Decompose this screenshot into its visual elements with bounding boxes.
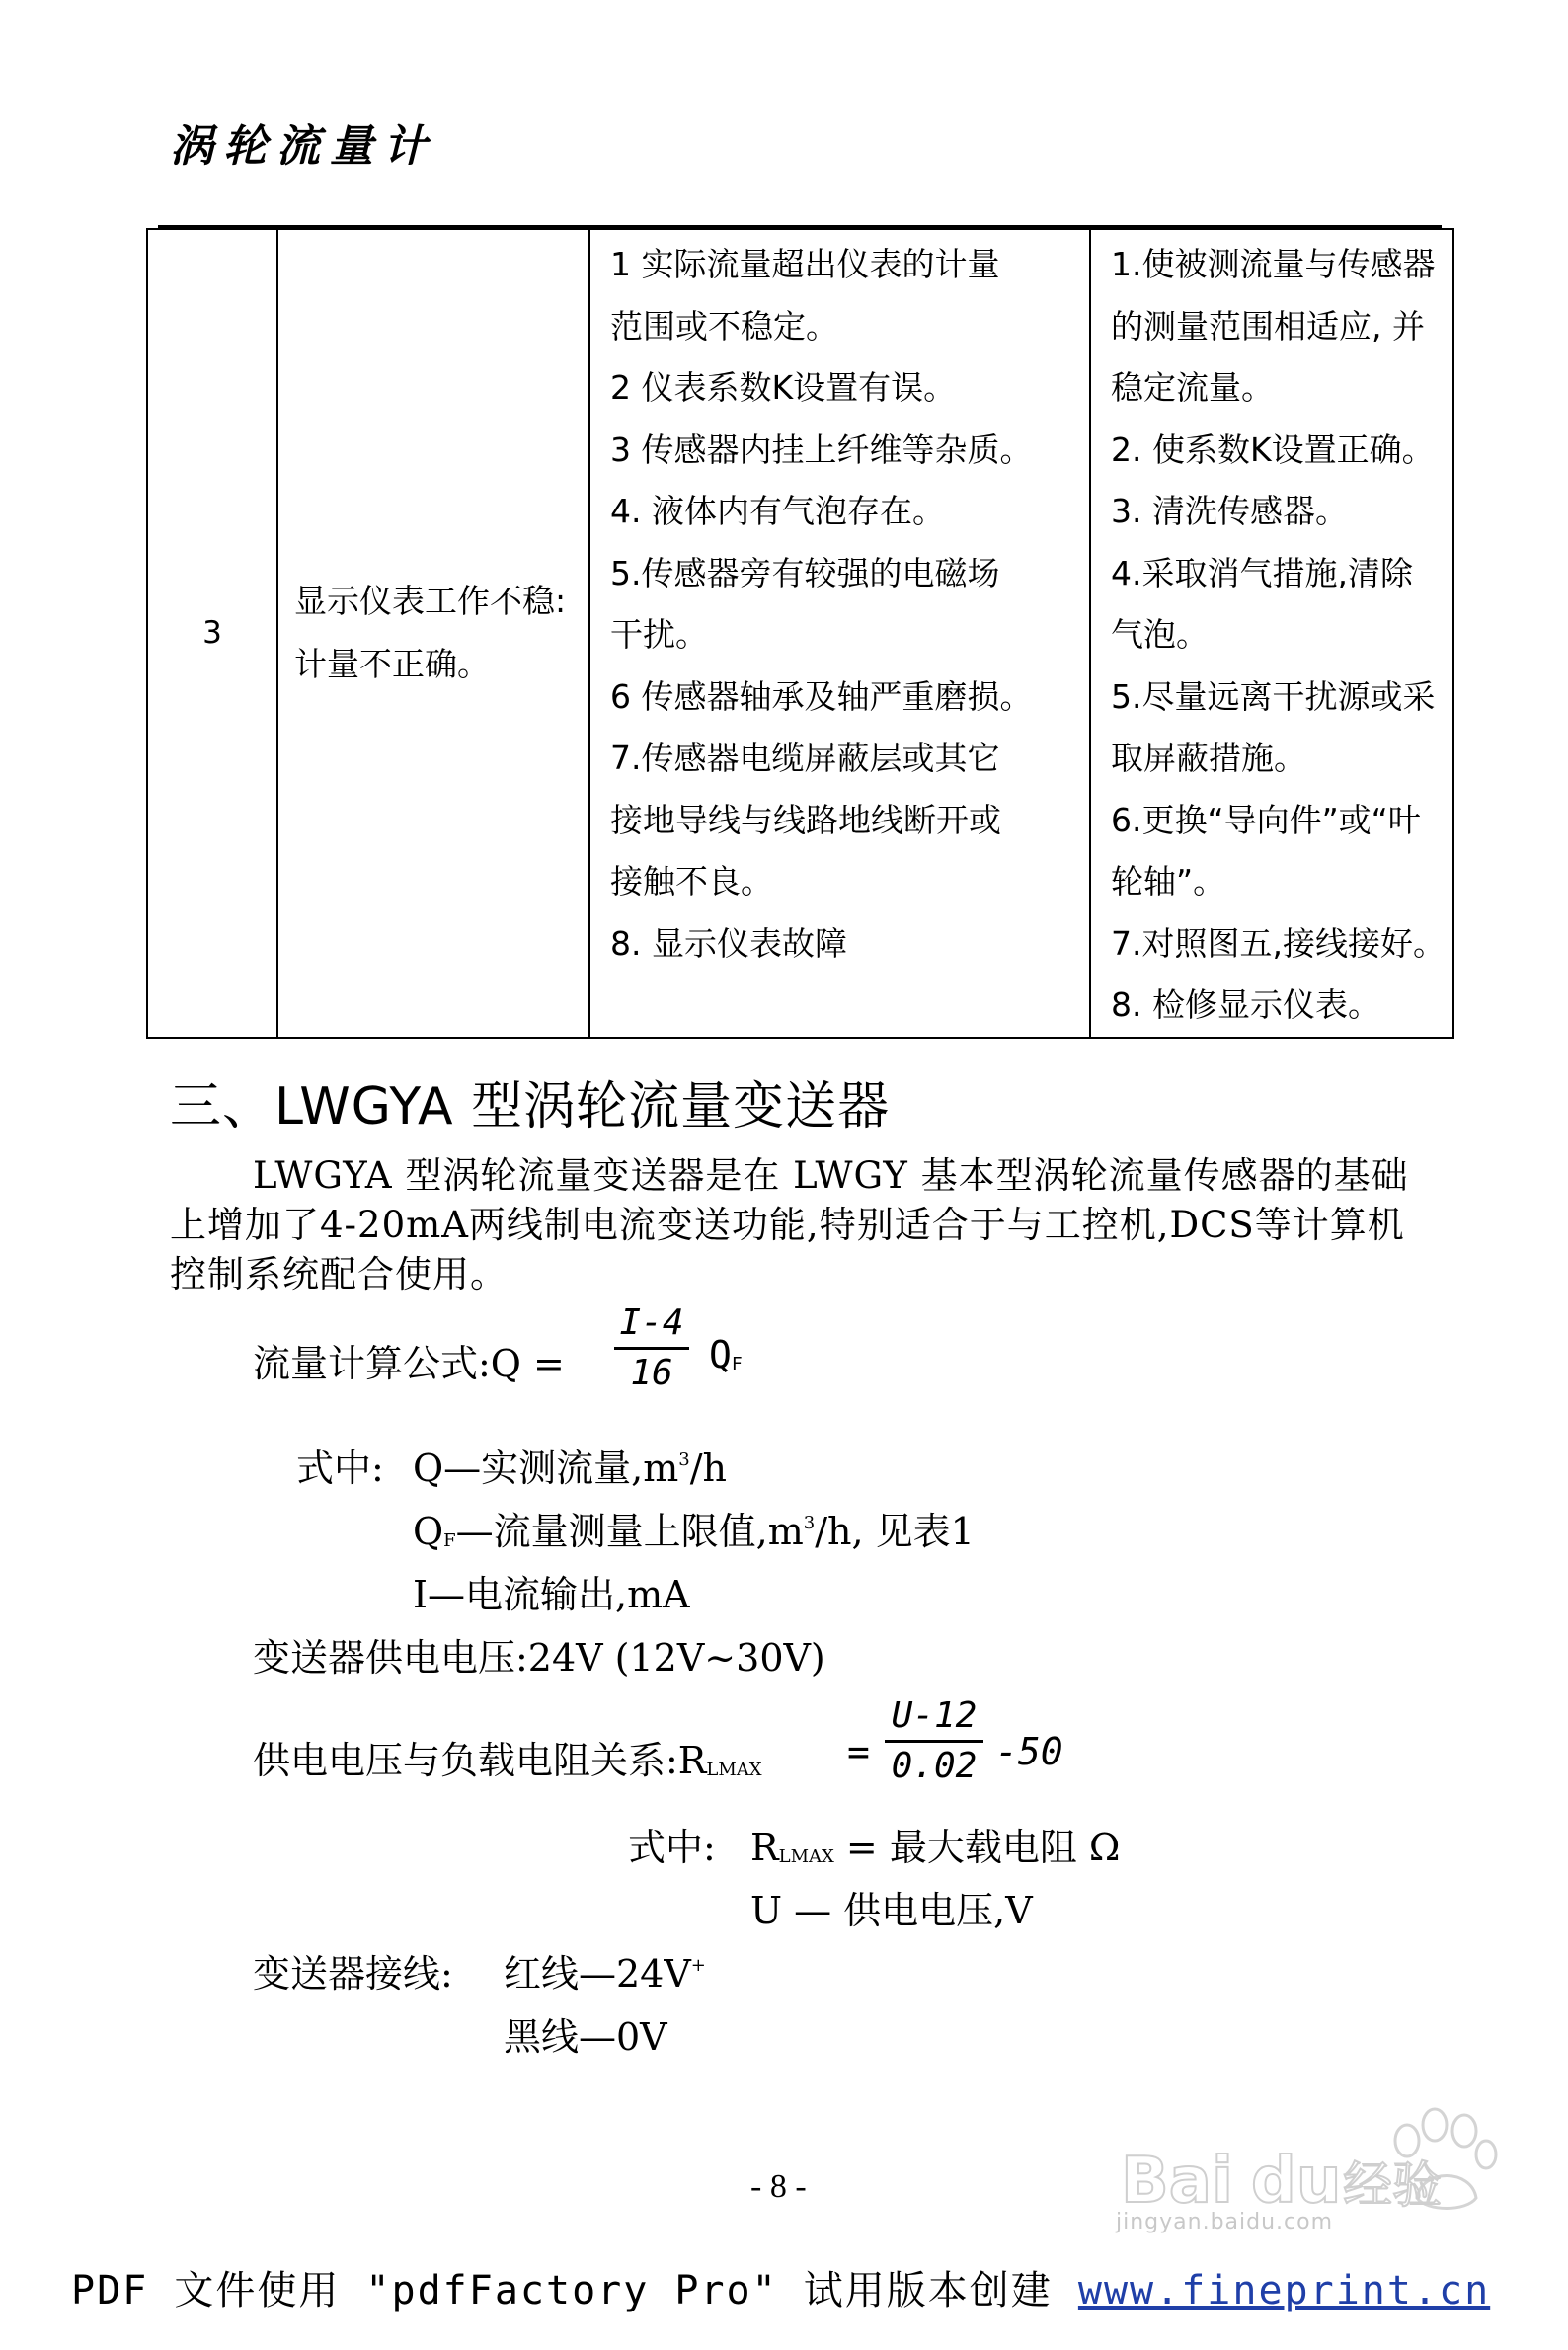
baidu-watermark-logo — [1121, 2103, 1506, 2222]
list-item: 8. 显示仪表故障 — [610, 923, 847, 963]
page-number: - 8 - — [750, 2168, 807, 2205]
symptom-cell: 显示仪表工作不稳:计量不正确。 — [277, 229, 589, 1038]
fixes-cell — [1090, 229, 1453, 1038]
list-item: 3 传感器内挂上纤维等杂质。 — [610, 430, 1033, 469]
list-item: 干扰。 — [610, 615, 708, 654]
formula2-eq: = — [847, 1730, 870, 1773]
list-item: 4.采取消气措施,清除 — [1111, 553, 1413, 592]
where1-line-qf: $Q_F—$流量测量上限值$,m^3/h$, 见表1 — [413, 1510, 975, 1553]
where1-line-q: Q—实测流量$,m^3/h$ — [413, 1447, 728, 1490]
pdf-footer: PDF 文件使用 "pdfFactory Pro" 试用版本创建 www.fineprint.cn — [71, 2268, 1491, 2313]
baidu-watermark-url: jingyan.baidu.com — [1116, 2210, 1334, 2234]
causes-cell — [589, 229, 1090, 1038]
list-item: 2. 使系数K设置正确。 — [1111, 430, 1435, 469]
list-item: 5.尽量远离干扰源或采 — [1111, 676, 1436, 716]
list-item: 取屏蔽措施。 — [1111, 739, 1306, 777]
wiring-red: 红线—24V+ — [504, 1952, 706, 1996]
list-item: 4. 液体内有气泡存在。 — [610, 492, 945, 530]
where2-line-u: U — 供电电压,V — [750, 1889, 1033, 1932]
formula2-label: 供电电压与负载电阻关系$:R_{LMAX}$ — [253, 1739, 762, 1782]
formula2-numerator: U-12 — [885, 1694, 983, 1743]
svg-text:du: du — [1251, 2145, 1342, 2218]
list-item: 气泡。 — [1111, 615, 1209, 654]
document-header-title: 涡轮流量计 — [170, 121, 436, 172]
list-item: 轮轴”。 — [1111, 862, 1226, 901]
list-item: 7.对照图五,接线接好。 — [1111, 923, 1446, 963]
formula2-denominator: 0.02 — [891, 1746, 978, 1786]
svg-text:Bai: Bai — [1121, 2145, 1233, 2218]
table-row — [147, 229, 1453, 1038]
formula2-fraction — [885, 1694, 983, 1788]
list-item: 7.传感器电缆屏蔽层或其它 — [610, 739, 1000, 777]
list-item: 稳定流量。 — [1111, 368, 1274, 407]
list-item: 6 传感器轴承及轴严重磨损。 — [610, 676, 1033, 716]
fixes-list — [1111, 230, 1452, 1037]
where2-line-r: $R_{LMAX}$ = 最大载电阻 Ω — [750, 1826, 1121, 1869]
list-item: 2 仪表系数K设置有误。 — [610, 368, 957, 407]
list-item: 接触不良。 — [610, 862, 773, 901]
row-number: 3 — [147, 229, 277, 1038]
formula1-numerator: I-4 — [614, 1301, 689, 1350]
where1-line-i: I—电流输出,mA — [413, 1573, 690, 1616]
supply-voltage: 变送器供电电压:24V (12V~30V) — [253, 1636, 825, 1680]
svg-text:经验: 经验 — [1343, 2156, 1442, 2214]
section-paragraph: LWGYA 型涡轮流量变送器是在 LWGY 基本型涡轮流量传感器的基础上增加了4-20mA两线制电流变送功能,特别适合于与工控机,DCS等计算机控制系统配合使用。 — [170, 1154, 1409, 1295]
list-item: 1 实际流量超出仪表的计量 — [610, 245, 1000, 283]
formula1-tail: $Q_F$ — [709, 1333, 743, 1376]
section-heading: 三、LWGYA 型涡轮流量变送器 — [170, 1077, 891, 1136]
troubleshooting-table — [146, 228, 1454, 1039]
where1-prefix: 式中: — [296, 1447, 384, 1490]
list-item: 6.更换“导向件”或“叶 — [1111, 800, 1421, 839]
list-item: 接地导线与线路地线断开或 — [610, 800, 1001, 839]
formula2-tail: -50 — [995, 1730, 1063, 1773]
list-item: 范围或不稳定。 — [610, 306, 838, 346]
list-item: 5.传感器旁有较强的电磁场 — [610, 553, 1000, 592]
wiring-black: 黑线—0V — [504, 2015, 667, 2059]
list-item: 1.使被测流量与传感器 — [1111, 245, 1436, 283]
causes-list — [610, 230, 1089, 975]
list-item: 8. 检修显示仪表。 — [1111, 985, 1380, 1024]
list-item: 的测量范围相适应, 并 — [1111, 306, 1425, 346]
list-item: 3. 清洗传感器。 — [1111, 492, 1348, 530]
formula1-fraction — [614, 1301, 689, 1395]
where2-prefix: 式中: — [628, 1826, 716, 1869]
formula1-denominator: 16 — [630, 1353, 673, 1393]
wiring-label: 变送器接线: — [253, 1952, 453, 1996]
formula1-label: 流量计算公式:Q = — [253, 1342, 565, 1385]
fineprint-link[interactable]: www.fineprint.cn — [1077, 2268, 1491, 2313]
